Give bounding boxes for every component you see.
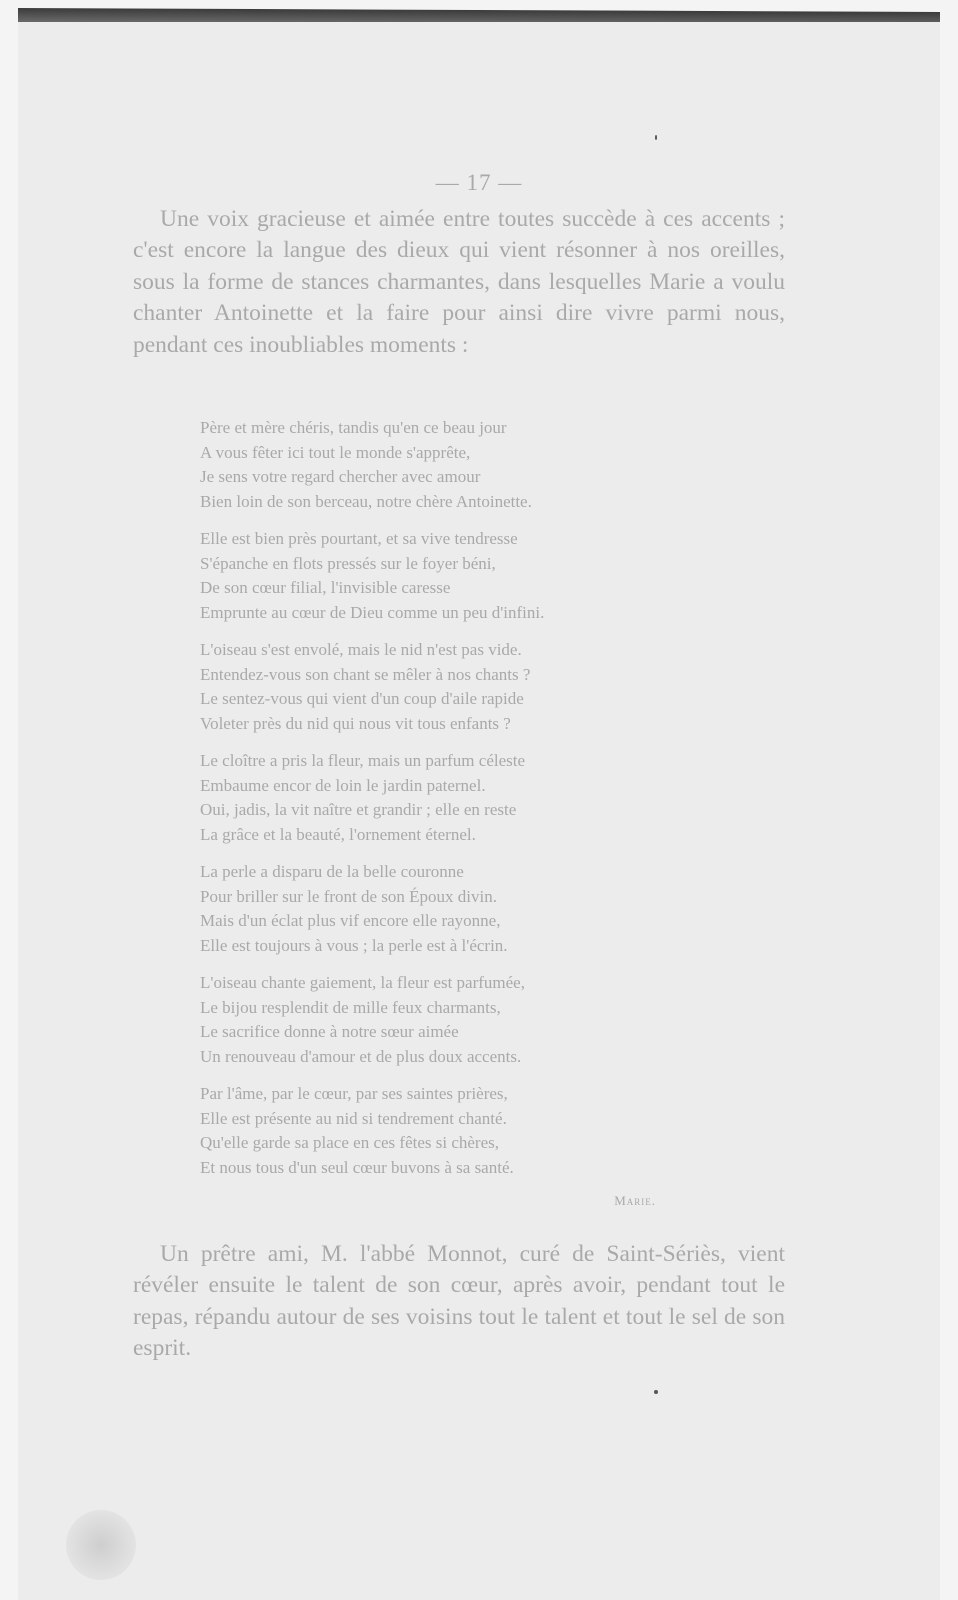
poem-line: Elle est toujours à vous ; la perle est à l'écrin.: [200, 935, 508, 955]
poem-line: La perle a disparu de la belle couronne: [200, 862, 464, 881]
poem-line: Je sens votre regard chercher avec amour: [200, 467, 481, 486]
poem-line: Le cloître a pris la fleur, mais un parfum céleste: [200, 751, 526, 770]
poem-line: La grâce et la beauté, l'ornement éternel.: [200, 824, 476, 844]
poem-line: Le bijou resplendit de mille feux charmants,: [200, 997, 501, 1017]
poem-stanza: [200, 527, 670, 625]
poem-line: Le sacrifice donne à notre sœur aimée: [200, 1022, 459, 1041]
poem-line: Par l'âme, par le cœur, par ses saintes prières,: [200, 1084, 508, 1103]
poem-line: L'oiseau s'est envolé, mais le nid n'est pas vide.: [200, 640, 522, 659]
intro-paragraph-text: Une voix gracieuse et aimée entre toutes succède à ces accents ; c'est encore la langue des dieux qui vient résonner à nos oreilles, sous la forme de stances charmantes, dans lesquelles Marie a voulu chanter Antoinette et la faire pour ainsi dire vivre parmi nous, pendant ces inoubliables moments :: [133, 206, 785, 358]
poem-line: Voleter près du nid qui nous vit tous enfants ?: [200, 713, 511, 733]
intro-paragraph: [133, 204, 785, 361]
poem-line: L'oiseau chante gaiement, la fleur est parfumée,: [200, 973, 525, 992]
poem-line: Qu'elle garde sa place en ces fêtes si chères,: [200, 1133, 499, 1152]
poem-stanza: [200, 749, 670, 847]
outro-paragraph-text: Un prêtre ami, M. l'abbé Monnot, curé de Saint-Sériès, vient révéler ensuite le talent de son cœur, après avoir, pendant tout le repas, répandu autour de ses voisins tout le talent et tout le sel de son esprit.: [133, 1241, 785, 1362]
poem-line: S'épanche en flots pressés sur le foyer béni,: [200, 553, 496, 573]
poem-stanza: [200, 860, 670, 958]
poem-stanza: [200, 1082, 670, 1180]
poem-stanza: [200, 416, 670, 514]
poem-line: A vous fêter ici tout le monde s'apprête,: [200, 442, 471, 462]
poem-line: Père et mère chéris, tandis qu'en ce beau jour: [200, 418, 507, 437]
poem-line: Le sentez-vous qui vient d'un coup d'aile rapide: [200, 689, 524, 708]
poem-line: Embaume encor de loin le jardin paternel.: [200, 775, 486, 795]
poem-line: Pour briller sur le front de son Époux divin.: [200, 886, 497, 906]
poem-line: Oui, jadis, la vit naître et grandir ; elle en reste: [200, 800, 517, 819]
poem: [200, 416, 670, 1193]
outro-paragraph: [133, 1239, 785, 1365]
ink-speck: [655, 135, 657, 140]
poem-line: Elle est présente au nid si tendrement chanté.: [200, 1108, 507, 1128]
poem-stanza: [200, 638, 670, 736]
poem-stanza: [200, 971, 670, 1069]
ink-speck: [654, 1390, 658, 1394]
poem-line: Elle est bien près pourtant, et sa vive tendresse: [200, 529, 518, 548]
poem-signature: Marie.: [614, 1193, 656, 1208]
poem-line: Emprunte au cœur de Dieu comme un peu d'infini.: [200, 602, 545, 622]
poem-line: Et nous tous d'un seul cœur buvons à sa santé.: [200, 1157, 514, 1177]
poem-line: Un renouveau d'amour et de plus doux accents.: [200, 1046, 522, 1066]
poem-line: Mais d'un éclat plus vif encore elle rayonne,: [200, 911, 501, 930]
paper-smudge: [66, 1510, 136, 1580]
poem-line: Entendez-vous son chant se mêler à nos chants ?: [200, 664, 531, 684]
poem-line: De son cœur filial, l'invisible caresse: [200, 578, 451, 597]
poem-line: Bien loin de son berceau, notre chère Antoinette.: [200, 491, 532, 511]
page-number: — 17 —: [435, 170, 523, 195]
